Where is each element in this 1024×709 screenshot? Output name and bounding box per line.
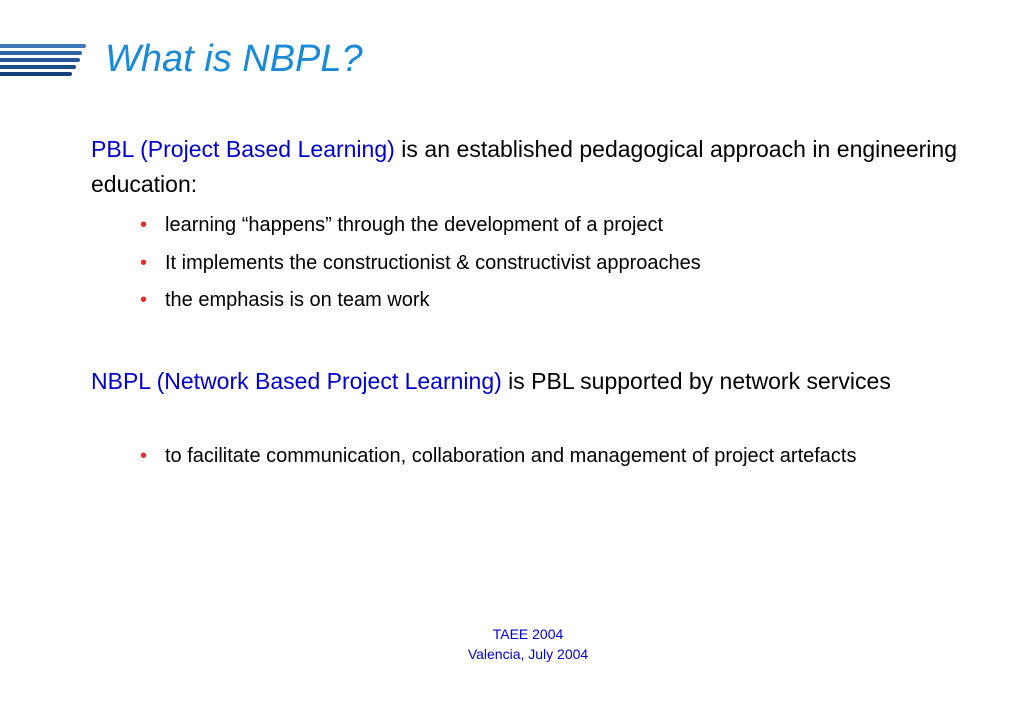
bullet-dot-icon: • [140,289,148,311]
footer-conference: TAEE 2004 [492,626,564,642]
bullet-text: It implements the constructionist & constructivist approaches [165,252,701,274]
logo-lines-decoration [0,44,90,84]
nbpl-term: NBPL (Network Based Project Learning) [91,368,502,394]
bullet-dot-icon: • [140,214,148,236]
bullet-text: learning “happens” through the development of a project [165,214,664,236]
slide-title: What is NBPL? [105,38,363,80]
footer-location-date: Valencia, July 2004 [467,646,589,662]
pbl-description: is an established pedagogical approach in engineering education: [91,136,957,197]
pbl-term: PBL (Project Based Learning) [91,136,395,162]
bullet-text: the emphasis is on team work [165,289,430,311]
bullet-dot-icon: • [140,445,148,467]
nbpl-description: is PBL supported by network services [501,368,891,394]
bullet-text: to facilitate communication, collaboration and management of project artefacts [165,445,857,467]
bullet-dot-icon: • [140,252,148,274]
paragraph-pbl [91,132,957,202]
slide-footer [428,624,628,664]
paragraph-nbpl [91,364,957,399]
